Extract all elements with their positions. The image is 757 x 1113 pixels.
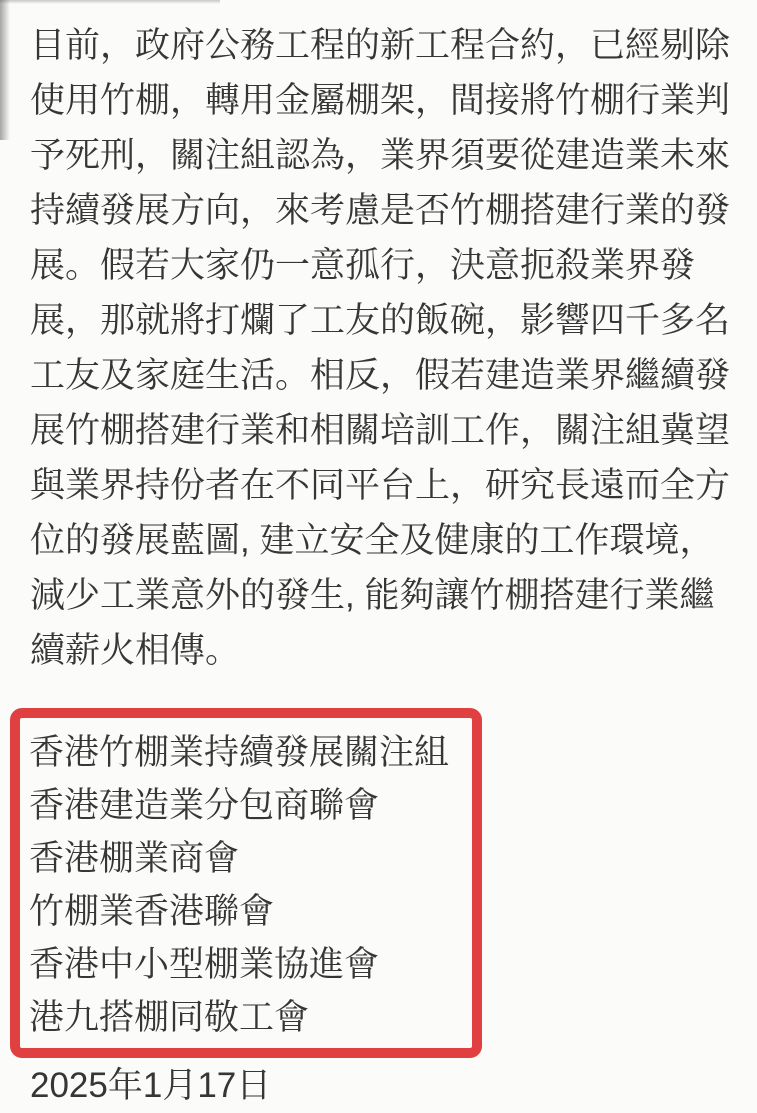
paragraph-line: 展竹棚搭建行業和相關培訓工作，關注組冀望 xyxy=(30,411,731,450)
paragraph-line: 展，那就將打爛了工友的飯碗，影響四千多名 xyxy=(30,301,731,340)
paragraph-line: 與業界持份者在不同平台上，研究長遠而全方 xyxy=(30,466,731,505)
signatory-line: 香港中小型棚業協進會 xyxy=(29,945,380,984)
statement-date: 2025年1月17日 xyxy=(30,1066,272,1105)
paragraph-line: 減少工業意外的發生, 能夠讓竹棚搭建行業繼 xyxy=(30,576,715,615)
paragraph-line: 展。假若大家仍一意孤行，決意扼殺業界發 xyxy=(30,246,696,285)
signatory-line: 香港棚業商會 xyxy=(29,839,240,878)
signatory-line: 港九搭棚同敬工會 xyxy=(29,998,310,1037)
signatory-line: 香港竹棚業持續發展關注組 xyxy=(29,733,450,772)
paragraph-line: 持續發展方向，來考慮是否竹棚搭建行業的發 xyxy=(30,191,731,230)
paragraph-line: 續薪火相傳。 xyxy=(30,631,241,670)
paragraph-line: 工友及家庭生活。相反，假若建造業界繼續發 xyxy=(30,356,731,395)
paragraph-line: 予死刑，關注組認為，業界須要從建造業未來 xyxy=(30,136,731,175)
paragraph-line: 目前，政府公務工程的新工程合約，已經剔除 xyxy=(30,26,731,65)
paragraph-line: 使用竹棚，轉用金屬棚架，間接將竹棚行業判 xyxy=(30,81,731,120)
signatory-line: 竹棚業香港聯會 xyxy=(29,892,275,931)
paragraph-line: 位的發展藍圖, 建立安全及健康的工作環境， xyxy=(30,521,715,560)
signatories-highlight-box xyxy=(10,708,482,1058)
signatory-line: 香港建造業分包商聯會 xyxy=(29,786,380,825)
